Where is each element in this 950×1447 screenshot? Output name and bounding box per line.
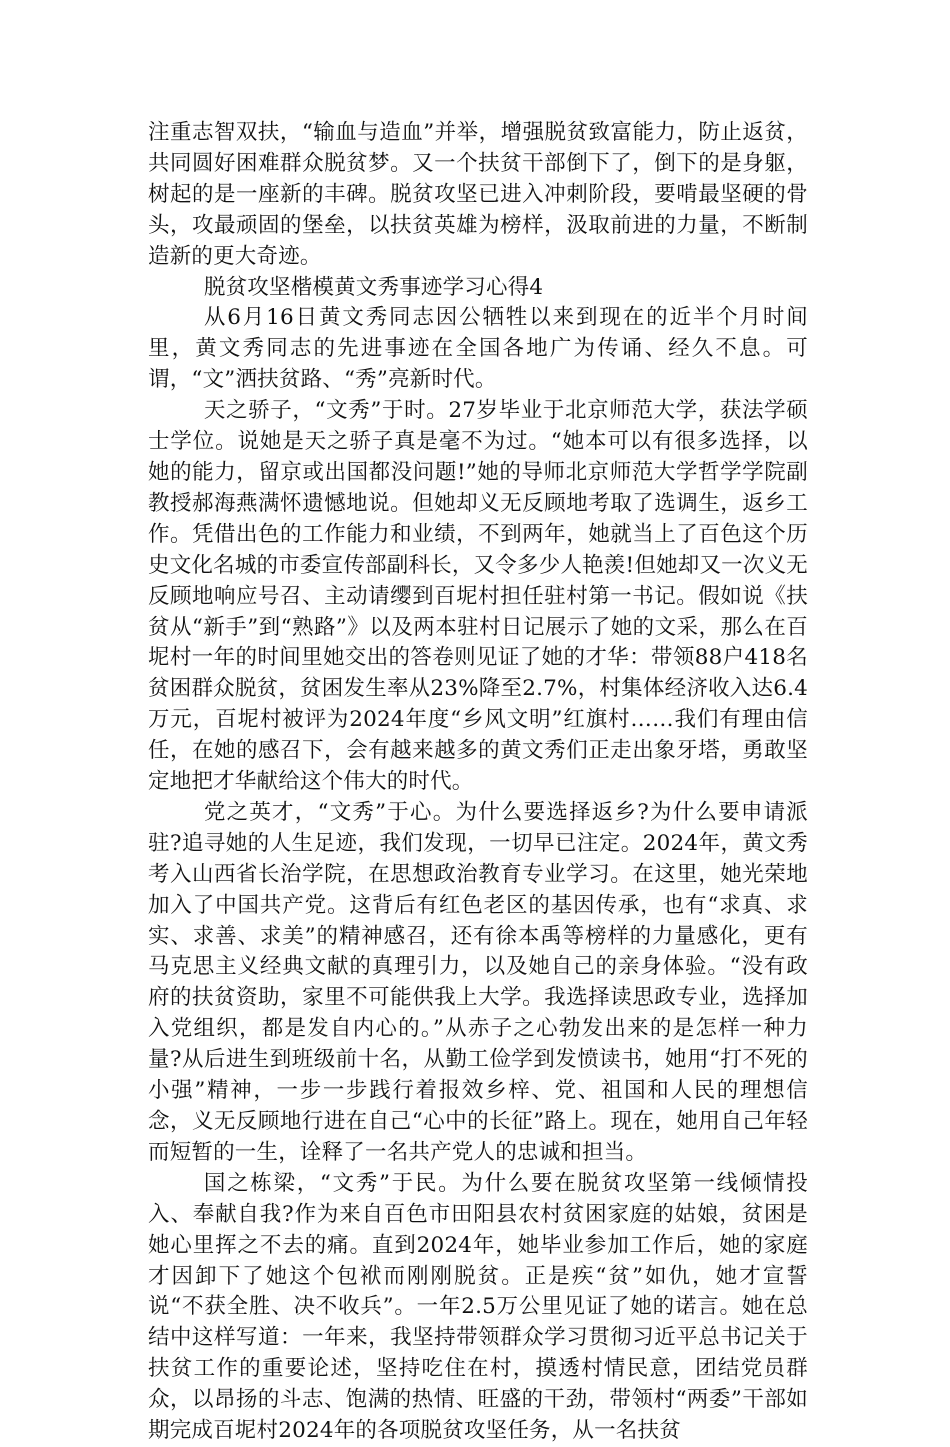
section-heading: 脱贫攻坚楷模黄文秀事迹学习心得4 [203, 274, 544, 300]
paragraph-guozhi-dongliang: 国之栋梁，“文秀”于民。为什么要在脱贫攻坚第一线倾情投入、奉献自我?作为来自百色市田阳县农村贫困家庭的姑娘，贫困是她心里挥之不去的痛。直到2024年，她毕业参加工作后，她的家庭才因卸下了她这个包袱而刚刚脱贫。正是疾“贫”如仇，她才宣誓说“不获全胜、决不收兵”。一年2.5万公里见证了她的诺言。她在总结中这样写道：一年来，我坚持带领群众学习贯彻习近平总书记关于扶贫工作的重要论述，坚持吃住在村，摸透村情民意，团结党员群众，以昂扬的斗志、饱满的热情、旺盛的干劲，带领村“两委”干部如期完成百坭村2024年的各项脱贫攻坚任务，从一名扶贫 [148, 1170, 808, 1444]
paragraph-tianzhi-jiaozi: 天之骄子，“文秀”于时。27岁毕业于北京师范大学，获法学硕士学位。说她是天之骄子真是毫不为过。“她本可以有很多选择，以她的能力，留京或出国都没问题!”她的导师北京师范大学哲学学院副教授郝海燕满怀遗憾地说。但她却义无反顾地考取了选调生，返乡工作。凭借出色的工作能力和业绩，不到两年，她就当上了百色这个历史文化名城的市委宣传部副科长，又令多少人艳羡!但她却又一次义无反顾地响应号召、主动请缨到百坭村担任驻村第一书记。假如说《扶贫从“新手”到“熟路”》以及两本驻村日记展示了她的文采，那么在百坭村一年的时间里她交出的答卷则见证了她的才华：带领88户418名贫困群众脱贫，贫困发生率从23%降至2.7%，村集体经济收入达6.4万元，百坭村被评为2024年度“乡风文明”红旗村……我们有理由信任，在她的感召下，会有越来越多的黄文秀们正走出象牙塔，勇敢坚定地把才华献给这个伟大的时代。 [148, 398, 808, 795]
document-body [148, 118, 808, 1447]
paragraph-intro: 从6月16日黄文秀同志因公牺牲以来到现在的近半个月时间里，黄文秀同志的先进事迹在全国各地广为传诵、经久不息。可谓，“文”洒扶贫路、“秀”亮新时代。 [148, 305, 808, 393]
paragraph-continued: 注重志智双扶，“输血与造血”并举，增强脱贫致富能力，防止返贫，共同圆好困难群众脱贫梦。又一个扶贫干部倒下了，倒下的是身躯，树起的是一座新的丰碑。脱贫攻坚已进入冲刺阶段，要啃最坚硬的骨头，攻最顽固的堡垒，以扶贫英雄为榜样，汲取前进的力量，不断制造新的更大奇迹。 [148, 120, 808, 269]
paragraph-dangzhi-yingcai: 党之英才，“文秀”于心。为什么要选择返乡?为什么要申请派驻?追寻她的人生足迹，我们发现，一切早已注定。2024年，黄文秀考入山西省长治学院，在思想政治教育专业学习。在这里，她光荣地加入了中国共产党。这背后有红色老区的基因传承，也有“求真、求实、求善、求美”的精神感召，还有徐本禹等榜样的力量感化，更有马克思主义经典文献的真理引力，以及她自己的亲身体验。“没有政府的扶贫资助，家里不可能供我上大学。我选择读思政专业，选择加入党组织，都是发自内心的。”从赤子之心勃发出来的是怎样一种力量?从后进生到班级前十名，从勤工俭学到发愤读书，她用“打不死的小强”精神，一步一步践行着报效乡梓、党、祖国和人民的理想信念，义无反顾地行进在自己“心中的长征”路上。现在，她用自己年轻而短暂的一生，诠释了一名共产党人的忠诚和担当。 [148, 799, 808, 1165]
